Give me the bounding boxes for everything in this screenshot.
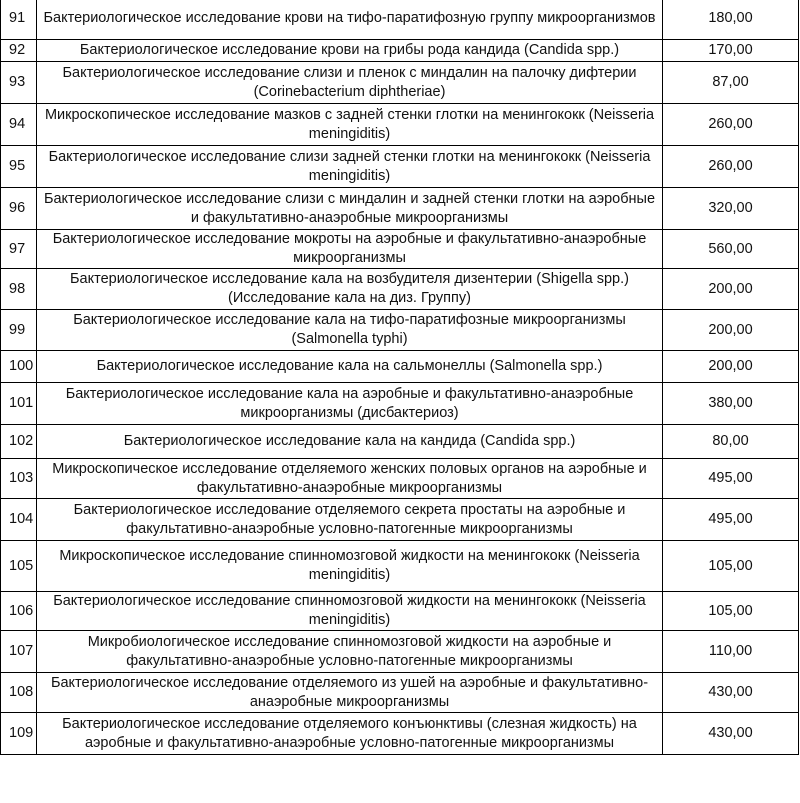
row-number: 91 bbox=[1, 0, 37, 40]
service-description: Бактериологическое исследование отделяемого конъюнктивы (слезная жидкость) на аэробные и факультативно-анаэробные условно-патогенные микроорганизмы bbox=[37, 713, 663, 755]
service-price: 380,00 bbox=[663, 383, 799, 425]
table-row bbox=[1, 631, 799, 673]
table-row bbox=[1, 40, 799, 62]
service-price: 495,00 bbox=[663, 499, 799, 541]
row-number: 107 bbox=[1, 631, 37, 673]
service-price: 495,00 bbox=[663, 459, 799, 499]
row-number: 106 bbox=[1, 592, 37, 631]
service-description: Бактериологическое исследование крови на грибы рода кандида (Candida spp.) bbox=[37, 40, 663, 62]
row-number: 94 bbox=[1, 104, 37, 146]
row-number: 108 bbox=[1, 673, 37, 713]
row-number: 98 bbox=[1, 269, 37, 310]
service-price: 260,00 bbox=[663, 104, 799, 146]
service-description: Бактериологическое исследование кала на кандида (Candida spp.) bbox=[37, 425, 663, 459]
table-row bbox=[1, 383, 799, 425]
price-list-body bbox=[1, 0, 799, 755]
table-row bbox=[1, 269, 799, 310]
service-price: 110,00 bbox=[663, 631, 799, 673]
table-row bbox=[1, 673, 799, 713]
service-description: Бактериологическое исследование мокроты на аэробные и факультативно-анаэробные микроорганизмы bbox=[37, 230, 663, 269]
service-price: 105,00 bbox=[663, 541, 799, 592]
table-row bbox=[1, 425, 799, 459]
service-description: Микроскопическое исследование спинномозговой жидкости на менингококк (Neisseria meningiditis) bbox=[37, 541, 663, 592]
row-number: 96 bbox=[1, 188, 37, 230]
row-number: 101 bbox=[1, 383, 37, 425]
service-description: Бактериологическое исследование крови на тифо-паратифозную группу микроорганизмов bbox=[37, 0, 663, 40]
service-price: 80,00 bbox=[663, 425, 799, 459]
row-number: 104 bbox=[1, 499, 37, 541]
row-number: 97 bbox=[1, 230, 37, 269]
service-description: Бактериологическое исследование слизи и пленок с миндалин на палочку дифтерии (Corinebacterium diphtheriae) bbox=[37, 62, 663, 104]
table-row bbox=[1, 146, 799, 188]
service-description: Бактериологическое исследование слизи с миндалин и задней стенки глотки на аэробные и факультативно-анаэробные микроорганизмы bbox=[37, 188, 663, 230]
table-row bbox=[1, 230, 799, 269]
table-row bbox=[1, 62, 799, 104]
row-number: 92 bbox=[1, 40, 37, 62]
service-description: Бактериологическое исследование отделяемого из ушей на аэробные и факультативно-анаэробные микроорганизмы bbox=[37, 673, 663, 713]
service-price: 170,00 bbox=[663, 40, 799, 62]
row-number: 99 bbox=[1, 310, 37, 351]
table-row bbox=[1, 713, 799, 755]
service-price: 105,00 bbox=[663, 592, 799, 631]
service-description: Микроскопическое исследование отделяемого женских половых органов на аэробные и факультативно-анаэробные микроорганизмы bbox=[37, 459, 663, 499]
row-number: 105 bbox=[1, 541, 37, 592]
service-description: Микроскопическое исследование мазков с задней стенки глотки на менингококк (Neisseria meningiditis) bbox=[37, 104, 663, 146]
table-row bbox=[1, 310, 799, 351]
service-price: 430,00 bbox=[663, 673, 799, 713]
service-price: 260,00 bbox=[663, 146, 799, 188]
service-price: 200,00 bbox=[663, 310, 799, 351]
row-number: 102 bbox=[1, 425, 37, 459]
row-number: 93 bbox=[1, 62, 37, 104]
service-price: 320,00 bbox=[663, 188, 799, 230]
service-description: Микробиологическое исследование спинномозговой жидкости на аэробные и факультативно-анаэробные условно-патогенные микроорганизмы bbox=[37, 631, 663, 673]
table-row bbox=[1, 499, 799, 541]
service-price: 200,00 bbox=[663, 351, 799, 383]
table-row bbox=[1, 541, 799, 592]
service-description: Бактериологическое исследование спинномозговой жидкости на менингококк (Neisseria meningiditis) bbox=[37, 592, 663, 631]
service-description: Бактериологическое исследование кала на сальмонеллы (Salmonella spp.) bbox=[37, 351, 663, 383]
row-number: 109 bbox=[1, 713, 37, 755]
row-number: 103 bbox=[1, 459, 37, 499]
service-description: Бактериологическое исследование кала на возбудителя дизентерии (Shigella spp.)(Исследование кала на диз. Группу) bbox=[37, 269, 663, 310]
table-row bbox=[1, 592, 799, 631]
table-row bbox=[1, 351, 799, 383]
service-description: Бактериологическое исследование кала на тифо-паратифозные микроорганизмы (Salmonella typhi) bbox=[37, 310, 663, 351]
row-number: 95 bbox=[1, 146, 37, 188]
service-price: 560,00 bbox=[663, 230, 799, 269]
service-description: Бактериологическое исследование отделяемого секрета простаты на аэробные и факультативно-анаэробные условно-патогенные микроорганизмы bbox=[37, 499, 663, 541]
service-description: Бактериологическое исследование слизи задней стенки глотки на менингококк (Neisseria meningiditis) bbox=[37, 146, 663, 188]
service-description: Бактериологическое исследование кала на аэробные и факультативно-анаэробные микроорганизмы (дисбактериоз) bbox=[37, 383, 663, 425]
table-row bbox=[1, 104, 799, 146]
service-price: 430,00 bbox=[663, 713, 799, 755]
table-row bbox=[1, 0, 799, 40]
service-price: 87,00 bbox=[663, 62, 799, 104]
table-row bbox=[1, 459, 799, 499]
service-price: 180,00 bbox=[663, 0, 799, 40]
service-price: 200,00 bbox=[663, 269, 799, 310]
table-row bbox=[1, 188, 799, 230]
row-number: 100 bbox=[1, 351, 37, 383]
